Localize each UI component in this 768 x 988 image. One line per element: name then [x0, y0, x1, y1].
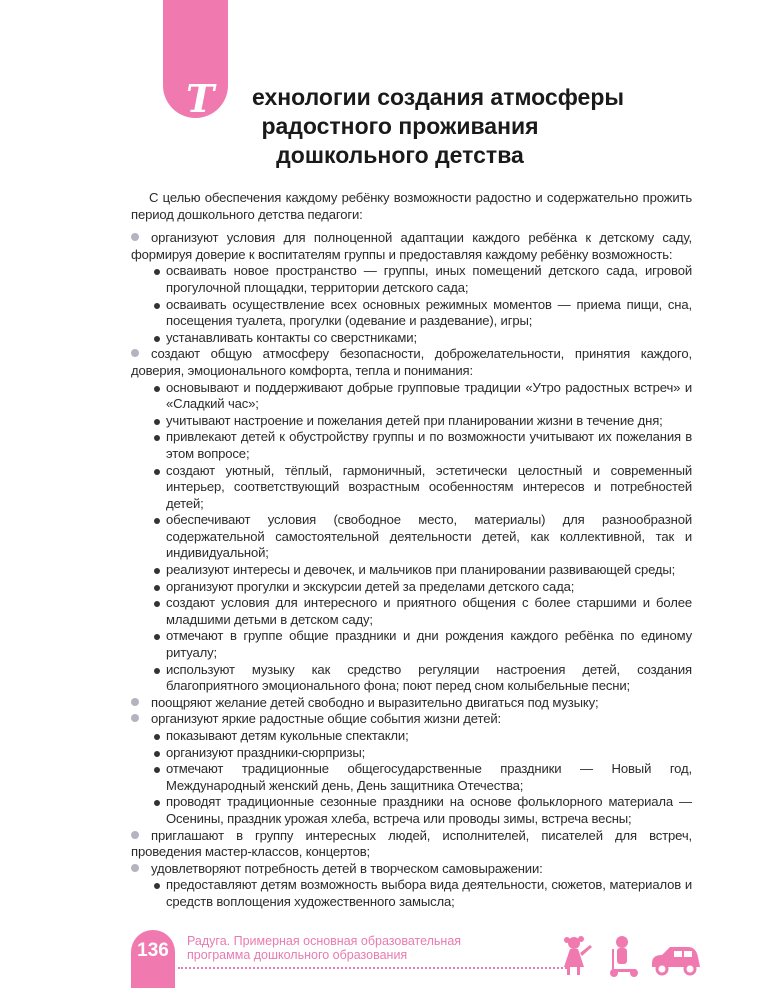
sub-bullet-icon: [154, 469, 160, 475]
list-item: [131, 230, 692, 263]
sub-bullet-icon: [154, 767, 160, 773]
sub-list-item: [131, 662, 692, 695]
sub-list-item-text: основывают и поддерживают добрые групповые традиции «Утро радостных встреч» и «Сладкий час»;: [166, 379, 692, 412]
sub-list-item-text: используют музыку как средство регуляции настроения детей, создания благоприятного эмоционального фона; поют перед сном колыбельные песни;: [166, 661, 692, 694]
sub-bullet-icon: [154, 303, 160, 309]
sub-list-item: [131, 579, 692, 596]
list-item: [131, 695, 692, 712]
sub-bullet-icon: [154, 336, 160, 342]
list-item: [131, 346, 692, 379]
sub-list-item-text: создают уютный, тёплый, гармоничный, эстетически целостный и современный интерьер, соответствующий возрастным особенностям интересов и потребностей детей;: [166, 462, 692, 511]
title-line-3: дошкольного детства: [276, 142, 524, 168]
list-item: [131, 711, 692, 728]
bullet-icon: [131, 698, 139, 706]
sub-list-item: [131, 263, 692, 296]
sub-bullet-icon: [154, 419, 160, 425]
bullet-icon: [131, 864, 139, 872]
sub-list-item: [131, 380, 692, 413]
list-item-text: организуют условия для полноценной адаптации каждого ребёнка к детскому саду, формируя доверие к воспитателям группы и предоставляя каждому ребёнку возможность:: [131, 230, 692, 262]
list-item: [131, 861, 692, 878]
sub-list-item-text: организуют праздники-сюрпризы;: [166, 744, 366, 760]
sub-list-item-text: учитывают настроение и пожелания детей при планировании жизни в течение дня;: [166, 412, 663, 428]
sub-list-item: [131, 463, 692, 513]
sub-list-item: [131, 413, 692, 430]
intro-paragraph: С целью обеспечения каждому ребёнку возможности радостно и содержательно прожить период дошкольного детства педагоги:: [131, 190, 692, 222]
sub-bullet-icon: [154, 800, 160, 806]
sub-list-item-text: обеспечивают условия (свободное место, материалы) для разнообразной содержательной самостоятельной деятельности детей, как коллективной, так и индивидуальной;: [166, 512, 692, 561]
list-item-text: приглашают в группу интересных людей, исполнителей, писателей для встреч, проведения мастер-классов, концертов;: [131, 827, 692, 860]
sub-list-item-text: создают условия для интересного и приятного общения с более старшими и более младшими детьми в детском саду;: [166, 595, 692, 627]
sub-list-item: [131, 745, 692, 762]
bullet-icon: [131, 349, 139, 357]
sub-list-item: [131, 877, 692, 910]
sub-list-item: [131, 429, 692, 462]
sub-bullet-icon: [154, 585, 160, 591]
sub-list-item-text: проводят традиционные сезонные праздники на основе фольклорного материала — Осенины, праздник урожая хлеба, встреча или проводы зимы, встреча весны;: [166, 794, 692, 826]
sub-bullet-icon: [154, 269, 160, 275]
sub-bullet-icon: [154, 568, 160, 574]
sub-list-item: [131, 628, 692, 661]
page-number: 136: [137, 940, 169, 961]
book-title-line-1: Радуга. Примерная основная образовательная: [187, 934, 462, 948]
sub-list-item-text: предоставляют детям возможность выбора вида деятельности, сюжетов, материалов и средств воплощения художественного замысла;: [166, 877, 692, 909]
title-line-1: ехнологии создания атмосферы: [251, 84, 625, 110]
sub-bullet-icon: [154, 601, 160, 607]
scooter-child-icon: [610, 936, 638, 977]
sub-bullet-icon: [154, 386, 160, 392]
sub-bullet-icon: [154, 668, 160, 674]
sub-list-item-text: реализуют интересы и девочек, и мальчиков при планировании развивающей среды;: [166, 562, 676, 578]
sub-list-item-text: организуют прогулки и экскурсии детей за пределами детского сада;: [166, 578, 575, 594]
list-item-text: удовлетворяют потребность детей в творческом самовыражении:: [151, 860, 543, 876]
footer-illustrations: [562, 935, 712, 985]
list-item-text: поощряют желание детей свободно и выразительно двигаться под музыку;: [151, 694, 599, 710]
sub-list-item: [131, 794, 692, 827]
sub-list-item: [131, 512, 692, 562]
sub-list-item-text: устанавливать контакты со сверстниками;: [166, 329, 417, 345]
list-item: [131, 828, 692, 861]
sub-list-item-text: отмечают в группе общие праздники и дни рождения каждого ребёнка по единому ритуалу;: [166, 628, 692, 661]
book-title: [187, 934, 461, 962]
girl-icon: [564, 936, 592, 975]
list-item-text: организуют яркие радостные общие события жизни детей:: [151, 711, 501, 727]
sub-list-item-text: показывают детям кукольные спектакли;: [166, 728, 409, 743]
sub-list-item: [131, 761, 692, 794]
sub-list-item-text: осваивать осуществление всех основных режимных моментов — приема пищи, сна, посещения туалета, прогулки (одевание и раздевание), игры;: [166, 296, 692, 329]
sub-list-item: [131, 595, 692, 628]
sub-bullet-icon: [154, 634, 160, 640]
title-line-2: радостного проживания: [261, 113, 539, 139]
body-text: [131, 190, 692, 911]
bullet-icon: [131, 233, 139, 241]
bullet-icon: [131, 831, 139, 839]
bullet-list: [131, 230, 692, 910]
list-item-text: создают общую атмосферу безопасности, доброжелательности, принятия каждого, доверия, эмоционального комфорта, тепла и понимания:: [131, 346, 692, 378]
sub-list-item: [131, 562, 692, 579]
sub-list-item: [131, 330, 692, 347]
book-title-line-2: программа дошкольного образования: [187, 948, 408, 962]
footer-dotted-rule: [178, 967, 570, 969]
sub-list-item-text: отмечают традиционные общегосударственные праздники — Новый год, Международный женский день, День защитника Отечества;: [166, 761, 692, 793]
sub-list-item-text: привлекают детей к обустройству группы и по возможности учитывают их пожелания в этом вопросе;: [166, 429, 692, 461]
sub-bullet-icon: [154, 518, 160, 524]
title-drop-cap: Т: [186, 76, 211, 121]
sub-list-item: [131, 728, 692, 745]
toy-car-icon: [652, 947, 700, 974]
bullet-icon: [131, 714, 139, 722]
sub-list-item: [131, 297, 692, 330]
page-title: [150, 83, 650, 170]
sub-bullet-icon: [154, 435, 160, 441]
sub-bullet-icon: [154, 883, 160, 889]
sub-bullet-icon: [154, 734, 160, 740]
sub-bullet-icon: [154, 751, 160, 757]
sub-list-item-text: осваивать новое пространство — группы, иных помещений детского сада, игровой прогулочной площадки, территории детского сада;: [166, 263, 692, 295]
